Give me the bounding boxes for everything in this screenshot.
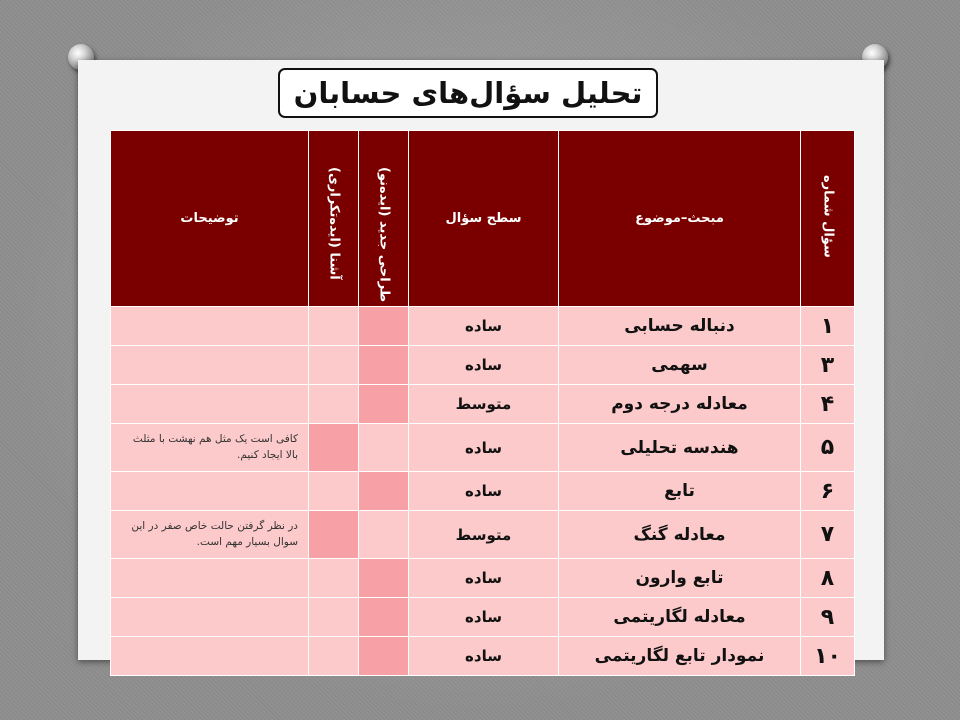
analysis-table	[110, 130, 855, 676]
cell-topic: معادله گنگ	[559, 511, 801, 559]
cell-topic: دنباله حسابی	[559, 307, 801, 346]
header-topic: مبحث–موضوع	[559, 131, 801, 307]
cell-familiar	[309, 307, 359, 346]
table-row	[111, 637, 855, 676]
cell-number: ۴	[801, 385, 855, 424]
cell-familiar	[309, 385, 359, 424]
cell-familiar	[309, 598, 359, 637]
cell-level: ساده	[409, 346, 559, 385]
cell-number: ۱	[801, 307, 855, 346]
cell-number: ۸	[801, 559, 855, 598]
cell-level: ساده	[409, 598, 559, 637]
cell-familiar	[309, 346, 359, 385]
table-row	[111, 385, 855, 424]
cell-number: ۱۰	[801, 637, 855, 676]
cell-familiar-marked	[309, 511, 359, 559]
header-level: سطح سؤال	[409, 131, 559, 307]
table-row	[111, 511, 855, 559]
table-row	[111, 424, 855, 472]
table-row	[111, 307, 855, 346]
header-new-design: طراحی جدید (ایده‌نو)	[359, 131, 409, 307]
cell-notes: در نظر گرفتن حالت خاص صفر در این سوال بسیار مهم است.	[111, 511, 309, 559]
table-row	[111, 598, 855, 637]
cell-notes	[111, 637, 309, 676]
header-notes: توضیحات	[111, 131, 309, 307]
cell-number: ۷	[801, 511, 855, 559]
cell-new-design-marked	[359, 385, 409, 424]
table-header-row	[111, 131, 855, 307]
table-row	[111, 559, 855, 598]
cell-familiar	[309, 559, 359, 598]
cell-new-design-marked	[359, 307, 409, 346]
cell-topic: معادله لگاریتمی	[559, 598, 801, 637]
cell-number: ۹	[801, 598, 855, 637]
cell-new-design	[359, 424, 409, 472]
cell-topic: تابع وارون	[559, 559, 801, 598]
cell-number: ۵	[801, 424, 855, 472]
cell-level: ساده	[409, 637, 559, 676]
table-row	[111, 346, 855, 385]
cell-number: ۳	[801, 346, 855, 385]
cell-new-design-marked	[359, 637, 409, 676]
cell-familiar	[309, 472, 359, 511]
cell-topic: معادله درجه دوم	[559, 385, 801, 424]
cell-notes	[111, 346, 309, 385]
cell-topic: نمودار تابع لگاریتمی	[559, 637, 801, 676]
cell-new-design-marked	[359, 559, 409, 598]
cell-familiar	[309, 637, 359, 676]
cell-topic: سهمی	[559, 346, 801, 385]
cell-new-design	[359, 511, 409, 559]
cell-notes	[111, 598, 309, 637]
cell-number: ۶	[801, 472, 855, 511]
page-title	[278, 68, 658, 118]
cell-notes	[111, 472, 309, 511]
cell-notes: کافی است یک مثل هم نهشت با مثلث بالا ایجاد کنیم.	[111, 424, 309, 472]
cell-level: ساده	[409, 559, 559, 598]
cell-topic: هندسه تحلیلی	[559, 424, 801, 472]
cell-notes	[111, 385, 309, 424]
cell-level: متوسط	[409, 385, 559, 424]
cell-level: ساده	[409, 307, 559, 346]
cell-notes	[111, 307, 309, 346]
page-title-text: تحلیل سؤال‌های حسابان	[293, 76, 643, 110]
cell-notes	[111, 559, 309, 598]
cell-level: ساده	[409, 424, 559, 472]
cell-new-design-marked	[359, 598, 409, 637]
cell-new-design-marked	[359, 472, 409, 511]
table-row	[111, 472, 855, 511]
cell-level: ساده	[409, 472, 559, 511]
cell-level: متوسط	[409, 511, 559, 559]
header-familiar: آشنا (ایده‌تکراری)	[309, 131, 359, 307]
cell-familiar-marked	[309, 424, 359, 472]
cell-new-design-marked	[359, 346, 409, 385]
header-number: سؤال شماره	[801, 131, 855, 307]
cell-topic: تابع	[559, 472, 801, 511]
